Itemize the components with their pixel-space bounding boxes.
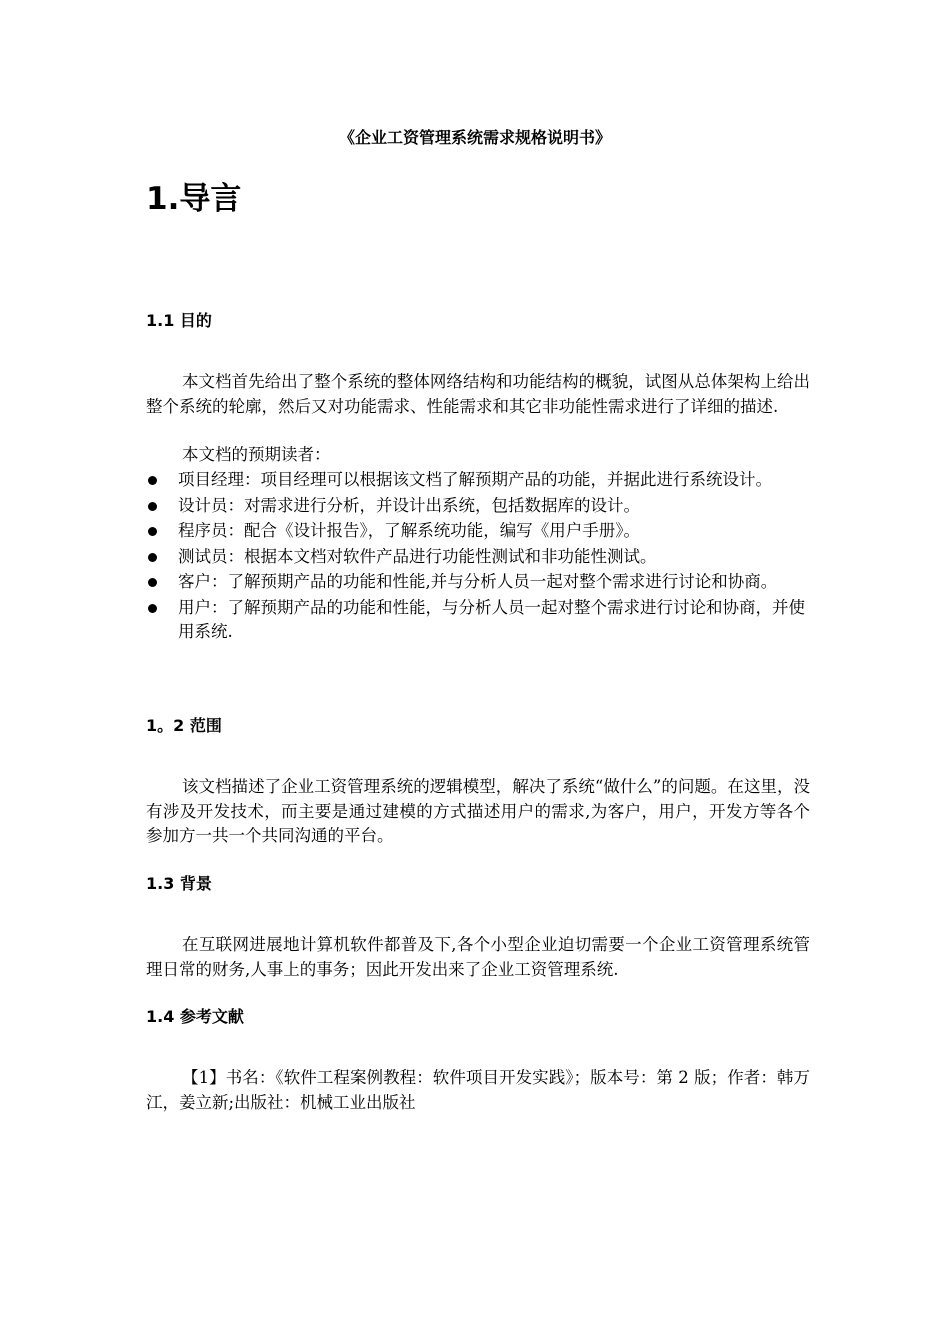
document-title: 《企业工资管理系统需求规格说明书》 [338,128,611,147]
bullet-icon [148,578,157,587]
bullet-icon [148,476,157,485]
reader-text: 程序员：配合《设计报告》，了解系统功能，编写《用户手册》。 [178,521,640,540]
list-item [146,468,810,493]
reader-text: 客户：了解预期产品的功能和性能,并与分析人员一起对整个需求进行讨论和协商。 [178,572,778,591]
bullet-icon [148,604,157,613]
section-heading-references: 1.4 参考文献 [146,1007,244,1026]
list-item [146,494,810,519]
bullet-icon [148,502,157,511]
list-item [146,519,810,544]
list-item [146,596,810,645]
list-item [146,570,810,595]
readers-intro: 本文档的预期读者： [182,445,331,464]
purpose-paragraph: 本文档首先给出了整个系统的整体网络结构和功能结构的概貌，试图从总体架构上给出整个系统的轮廓，然后又对功能需求、性能需求和其它非功能性需求进行了详细的描述. [146,372,810,416]
bullet-icon [148,553,157,562]
bullet-icon [148,527,157,536]
reader-text: 测试员：根据本文档对软件产品进行功能性测试和非功能性测试。 [178,546,657,566]
list-item [146,545,810,570]
reader-text: 用户：了解预期产品的功能和性能，与分析人员一起对整个需求进行讨论和协商，并使用系统. [178,597,805,641]
readers-list [146,468,810,646]
section-heading-purpose: 1.1 目的 [146,311,212,330]
references-paragraph: 【1】书名：《软件工程案例教程：软件项目开发实践》；版本号：第 2 版；作者：韩万江，姜立新;出版社：机械工业出版社 [146,1068,810,1112]
reader-text: 项目经理：项目经理可以根据该文档了解预期产品的功能，并据此进行系统设计。 [178,470,772,489]
chapter-heading: 1.导言 [146,181,242,217]
scope-paragraph: 该文档描述了企业工资管理系统的逻辑模型，解决了系统“做什么”的问题。在这里，没有涉及开发技术，而主要是通过建模的方式描述用户的需求,为客户，用户，开发方等各个参加方一共一个共同沟通的平台。 [146,777,810,845]
section-heading-scope: 1。2 范围 [146,716,222,735]
reader-text: 设计员：对需求进行分析，并设计出系统，包括数据库的设计。 [178,495,640,515]
section-heading-background: 1.3 背景 [146,874,212,893]
background-paragraph: 在互联网进展地计算机软件都普及下,各个小型企业迫切需要一个企业工资管理系统管理日常的财务,人事上的事务；因此开发出来了企业工资管理系统. [146,935,810,979]
